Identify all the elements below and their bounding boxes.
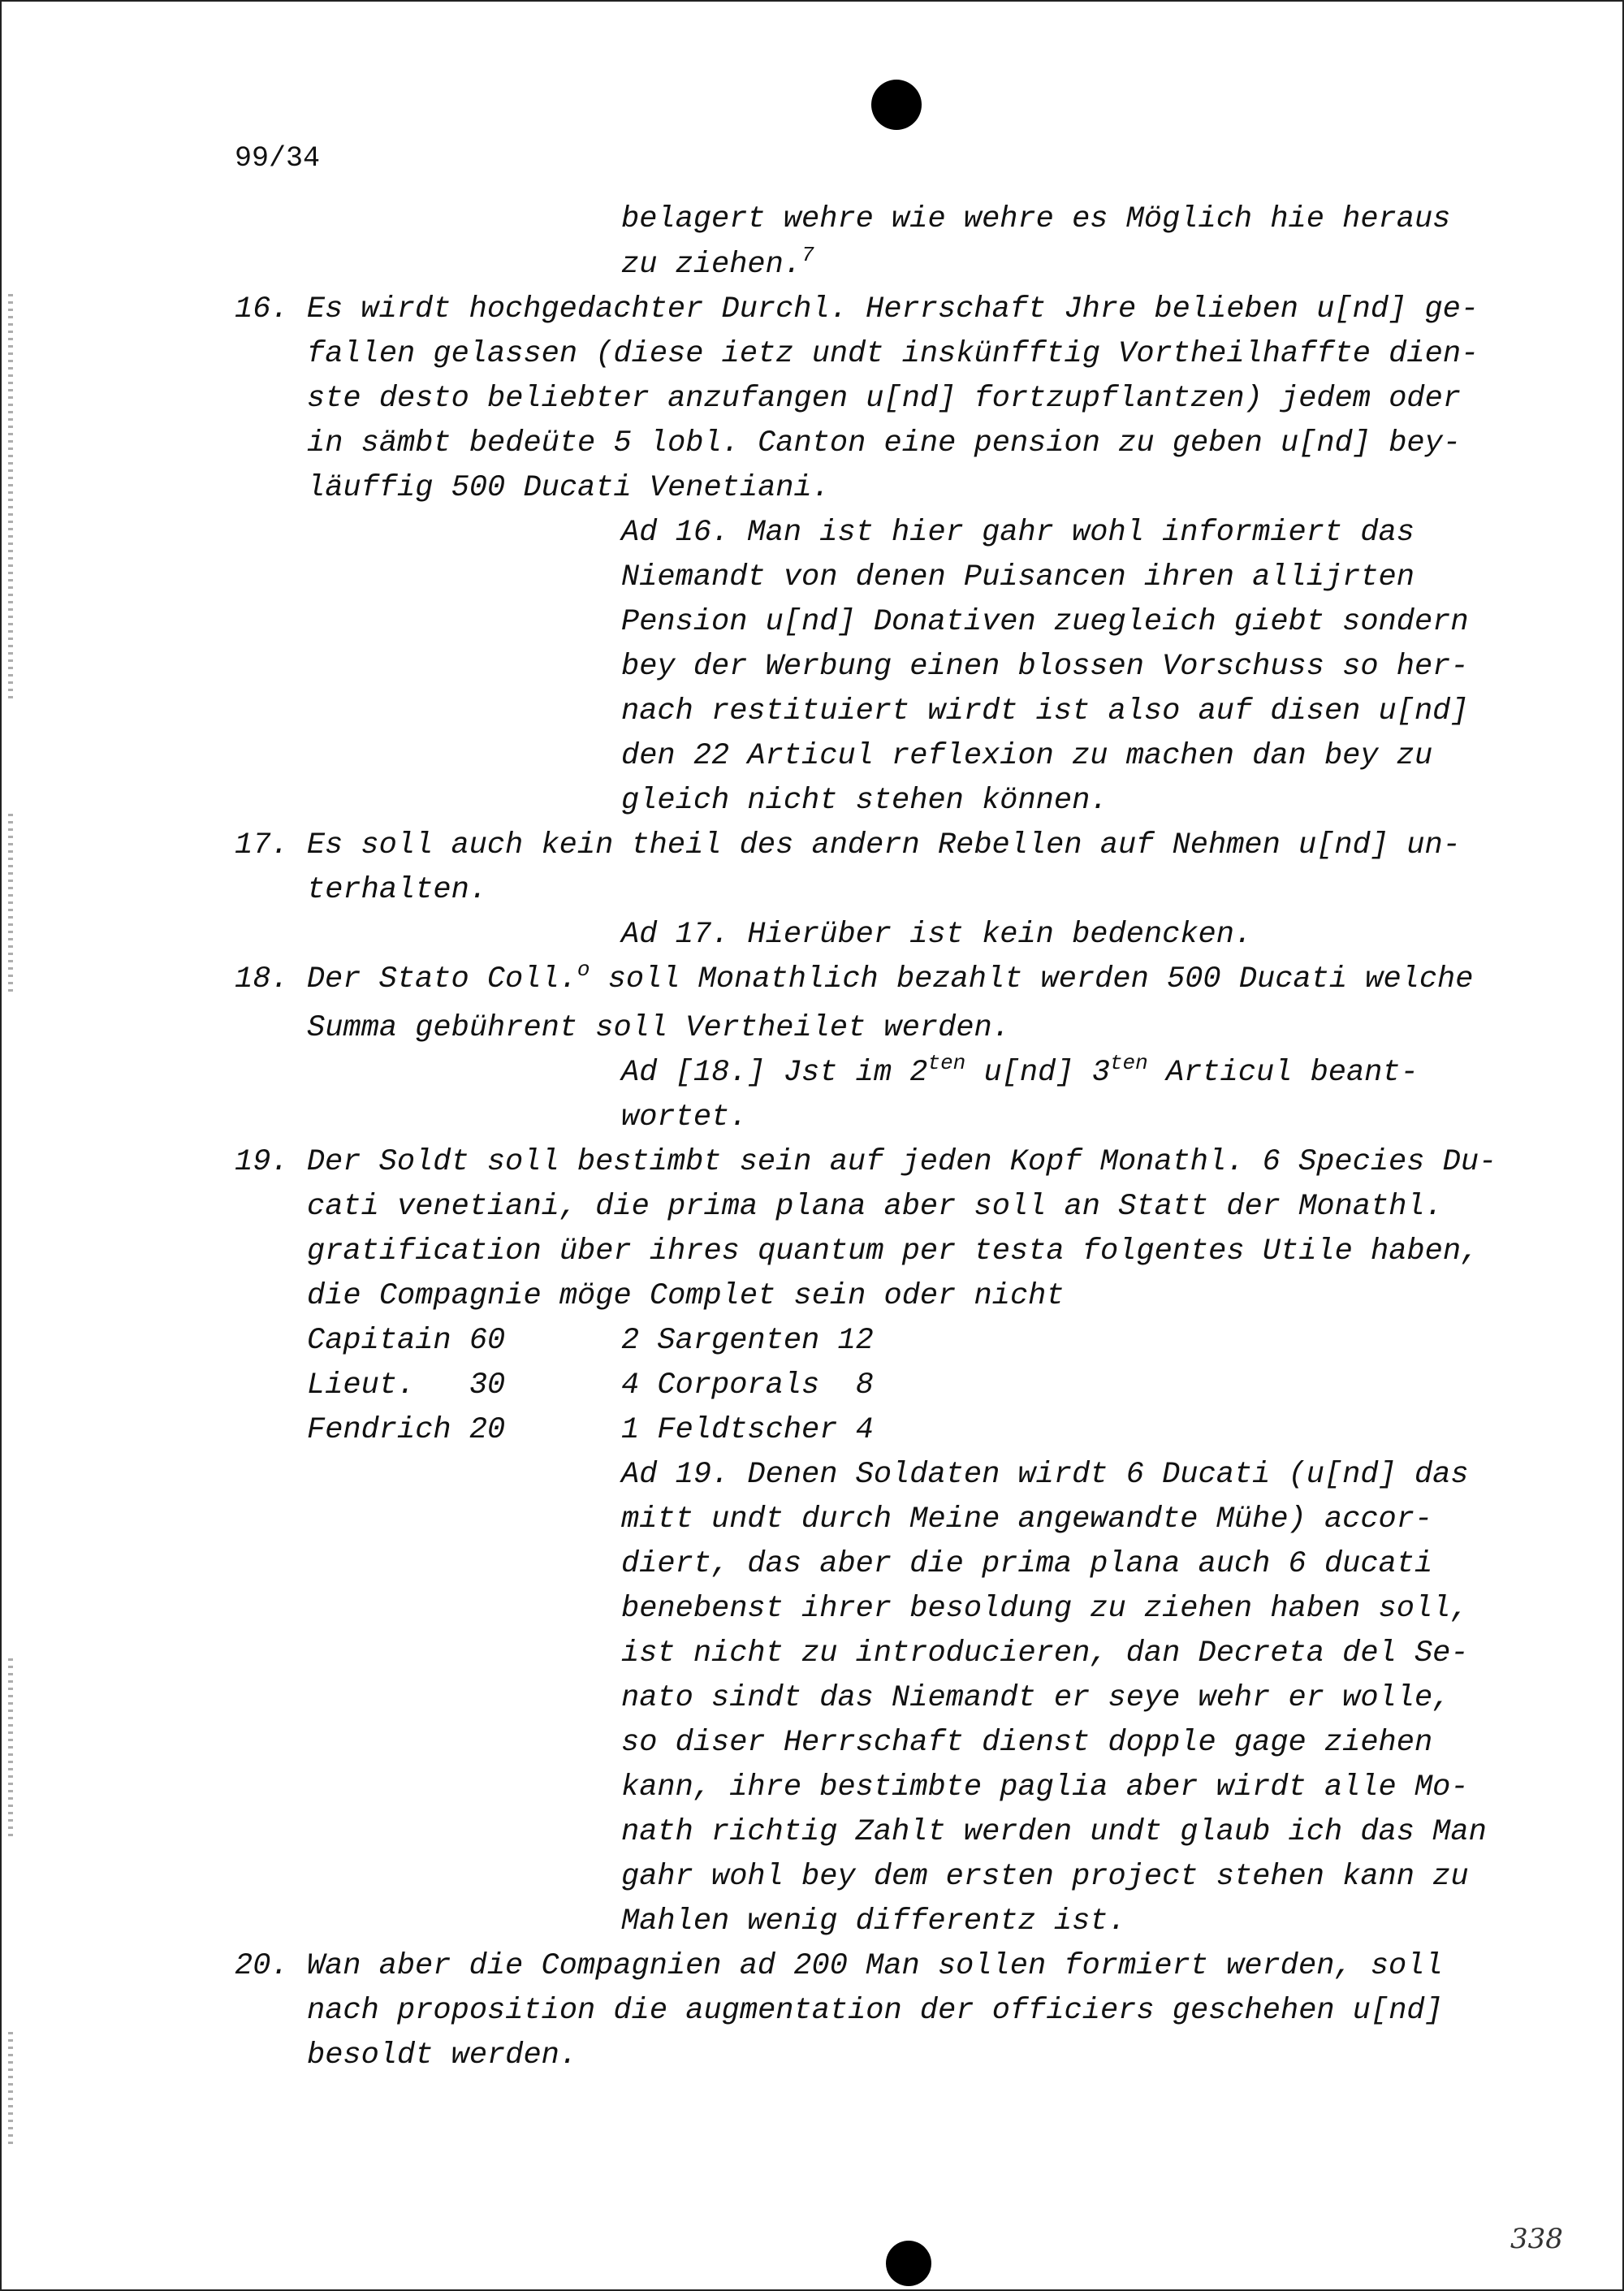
superscript: ten (927, 1051, 966, 1075)
text-line: den 22 Articul reflexion zu machen dan bey zu (621, 739, 1433, 773)
text-line: ist nicht zu introducieren, dan Decreta del Se- (621, 1636, 1469, 1671)
pay-table-right: 2 Sargenten 12 (621, 1324, 874, 1358)
pay-table-left: Capitain 60 (307, 1324, 506, 1358)
superscript: ten (1109, 1051, 1148, 1075)
punch-hole-top (871, 80, 922, 130)
binding-edge-marks (8, 1658, 13, 1837)
superscript: o (577, 957, 590, 982)
text-line: die Compagnie möge Complet sein oder nicht (307, 1279, 1065, 1313)
article-16-line: 16. Es wirdt hochgedachter Durchl. Herrschaft Jhre belieben u[nd] ge- (235, 292, 1479, 326)
binding-edge-marks (8, 2032, 13, 2146)
text-line: nato sindt das Niemandt er seye wehr er wolle, (621, 1681, 1451, 1715)
reply-19-line: Ad 19. Denen Soldaten wirdt 6 Ducati (u[nd] das (621, 1458, 1469, 1492)
text-line: mitt undt durch Meine angewandte Mühe) accor- (621, 1502, 1433, 1537)
text-line: diert, das aber die prima plana auch 6 ducati (621, 1547, 1433, 1581)
text-line: Pension u[nd] Donativen zuegleich giebt sondern (621, 605, 1469, 639)
footnote-marker: 7 (801, 243, 814, 267)
text-line: gratification über ihres quantum per testa folgentes Utile haben, (307, 1234, 1479, 1269)
text-line: ste desto beliebter anzufangen u[nd] fortzupflantzen) jedem oder (307, 382, 1462, 416)
punch-hole-bottom (886, 2241, 931, 2286)
text-line: terhalten. (307, 873, 488, 907)
text-line: so diser Herrschaft dienst dopple gage ziehen (621, 1726, 1433, 1760)
pay-table-left: Lieut. 30 (307, 1368, 506, 1403)
reply-18-line: Ad [18.] Jst im $2^{ten}$ u[nd] $3^{ten}$ Articul beant- (621, 1051, 1419, 1090)
text-line: bey der Werbung einen blossen Vorschuss so her- (621, 650, 1469, 684)
text-line: nath richtig Zahlt werden undt glaub ich das Man (621, 1815, 1487, 1849)
text-line: cati venetiani, die prima plana aber soll an Statt der Monathl. (307, 1190, 1443, 1224)
article-20-line: 20. Wan aber die Compagnien ad 200 Man sollen formiert werden, soll (235, 1949, 1443, 1983)
text-line: in sämbt bedeüte 5 lobl. Canton eine pension zu geben u[nd] bey- (307, 426, 1462, 460)
text-line: wortet. (621, 1100, 748, 1135)
article-17-line: 17. Es soll auch kein theil des andern Rebellen auf Nehmen u[nd] un- (235, 828, 1461, 862)
text-line: gahr wohl bey dem ersten project stehen kann zu (621, 1860, 1469, 1894)
text-line: besoldt werden. (307, 2038, 578, 2073)
text-line: nach restituiert wirdt ist also auf disen u[nd] (621, 694, 1469, 728)
document-reference: 99/34 (235, 142, 321, 175)
text-line: gleich nicht stehen können. (621, 784, 1108, 818)
text-line: nach proposition die augmentation der officiers geschehen u[nd] (307, 1994, 1443, 2028)
binding-edge-marks (8, 294, 13, 700)
binding-edge-marks (8, 814, 13, 992)
article-19-line: 19. Der Soldt soll bestimbt sein auf jeden Kopf Monathl. 6 Species Du- (235, 1145, 1497, 1179)
reply-16-line: Ad 16. Man ist hier gahr wohl informiert das (621, 516, 1415, 550)
text-line: fallen gelassen (diese ietz undt inskünfftig Vortheilhaffte dien- (307, 337, 1479, 371)
pay-table-right: 1 Feldtscher 4 (621, 1413, 874, 1447)
text-line: Niemandt von denen Puisancen ihren allijrten (621, 560, 1415, 594)
pay-table-right: 4 Corporals 8 (621, 1368, 874, 1403)
article-18-line: 18. Der Stato Coll.$^o$ soll Monathlich bezahlt werden 500 Ducati welche (235, 957, 1474, 996)
text-line: kann, ihre bestimbte paglia aber wirdt alle Mo- (621, 1770, 1469, 1805)
pay-table-left: Fendrich 20 (307, 1413, 506, 1447)
text-line: läuffig 500 Ducati Venetiani. (307, 471, 830, 505)
folio-number: 338 (1510, 2223, 1563, 2255)
text-line: benebenst ihrer besoldung zu ziehen haben soll, (621, 1592, 1469, 1626)
text-line: Summa gebührent soll Vertheilet werden. (307, 1011, 1010, 1045)
text-line: Mahlen wenig differentz ist. (621, 1904, 1126, 1939)
reply-17-line: Ad 17. Hierüber ist kein bedencken. (621, 918, 1253, 952)
text-line: belagert wehre wie wehre es Möglich hie heraus (621, 202, 1451, 236)
text-line: zu ziehen.$^7$ (621, 243, 814, 282)
